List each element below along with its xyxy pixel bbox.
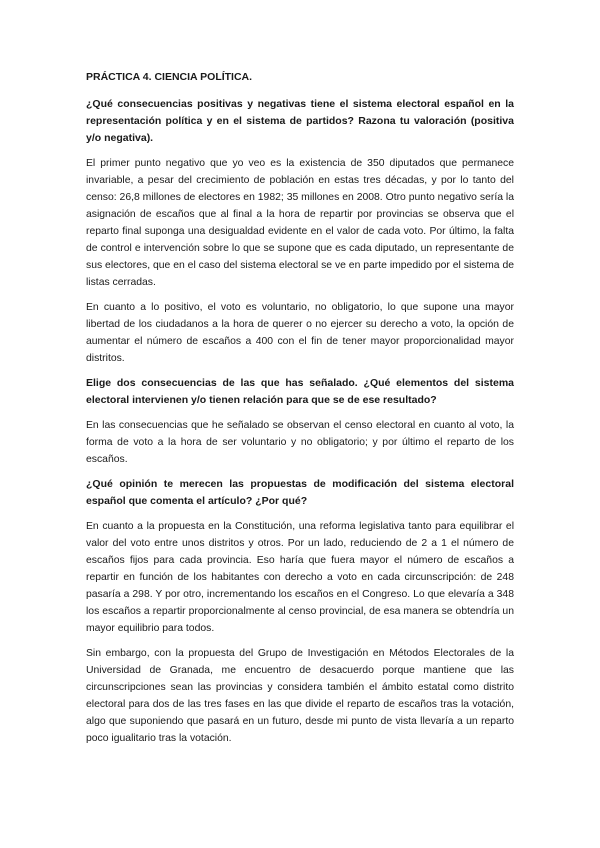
document-title: PRÁCTICA 4. CIENCIA POLÍTICA. — [86, 71, 253, 83]
paragraph-1: El primer punto negativo que yo veo es la existencia de 350 diputados que permanece invariable, a pesar del crecimiento de población en estas tres décadas, y por lo tanto del censo: 26,8 millones de electores en 1982; 35 millones en 2008. Otro punto negativo sería la asignación de escaños que al final a la hora de repartir por provincias se observa que el reparto final suponga una desigualdad evidente en el valor de cada voto. Por último, la falta de control e intervención sobre lo que se supone que es cada diputado, un representante de sus electores, que en el caso del sistema electoral se ve en parte impedido por el sistema de listas cerradas. — [86, 158, 514, 288]
question-1: ¿Qué consecuencias positivas y negativas tiene el sistema electoral español en la representación política y en el sistema de partidos? Razona tu valoración (positiva y/o negativa). — [86, 98, 514, 144]
paragraph-5: Sin embargo, con la propuesta del Grupo de Investigación en Métodos Electorales de la Universidad de Granada, me encuentro de desacuerdo porque mantiene que las circunscripciones sean las provincias y considera también el ámbito estatal como distrito electoral para dos de las tres fases en las que divide el reparto de escaños tras la votación, algo que suponiendo que pasará en un futuro, desde mi punto de vista llevaría a un reparto poco igualitario tras la votación. — [86, 648, 514, 744]
paragraph-4: En cuanto a la propuesta en la Constitución, una reforma legislativa tanto para equilibrar el valor del voto entre unos distritos y otros. Por un lado, reduciendo de 2 a 1 el número de escaños fijos para cada provincia. Eso haría que fuera mayor el número de escaños a repartir en función de los habitantes con derecho a voto en cada circunscripción: de 248 pasaría a 298. Y por otro, incrementando los escaños en el Congreso. Lo que elevaría a 348 los escaños a repartir proporcionalmente al censo provincial, de esa manera se obtendría un mayor equilibrio para todos. — [86, 521, 514, 634]
paragraph-2: En cuanto a lo positivo, el voto es voluntario, no obligatorio, lo que supone una mayor libertad de los ciudadanos a la hora de querer o no ejercer su derecho a voto, la opción de aumentar el número de escaños a 400 con el fin de tener mayor proporcionalidad mayor distritos. — [86, 302, 514, 364]
question-3: ¿Qué opinión te merecen las propuestas de modificación del sistema electoral español que comenta el artículo? ¿Por qué? — [86, 478, 514, 507]
question-2: Elige dos consecuencias de las que has señalado. ¿Qué elementos del sistema electoral intervienen y/o tienen relación para que se de ese resultado? — [86, 377, 514, 406]
paragraph-3: En las consecuencias que he señalado se observan el censo electoral en cuanto al voto, la forma de voto a la hora de ser voluntario y no obligatorio; y por último el reparto de los escaños. — [86, 420, 514, 465]
